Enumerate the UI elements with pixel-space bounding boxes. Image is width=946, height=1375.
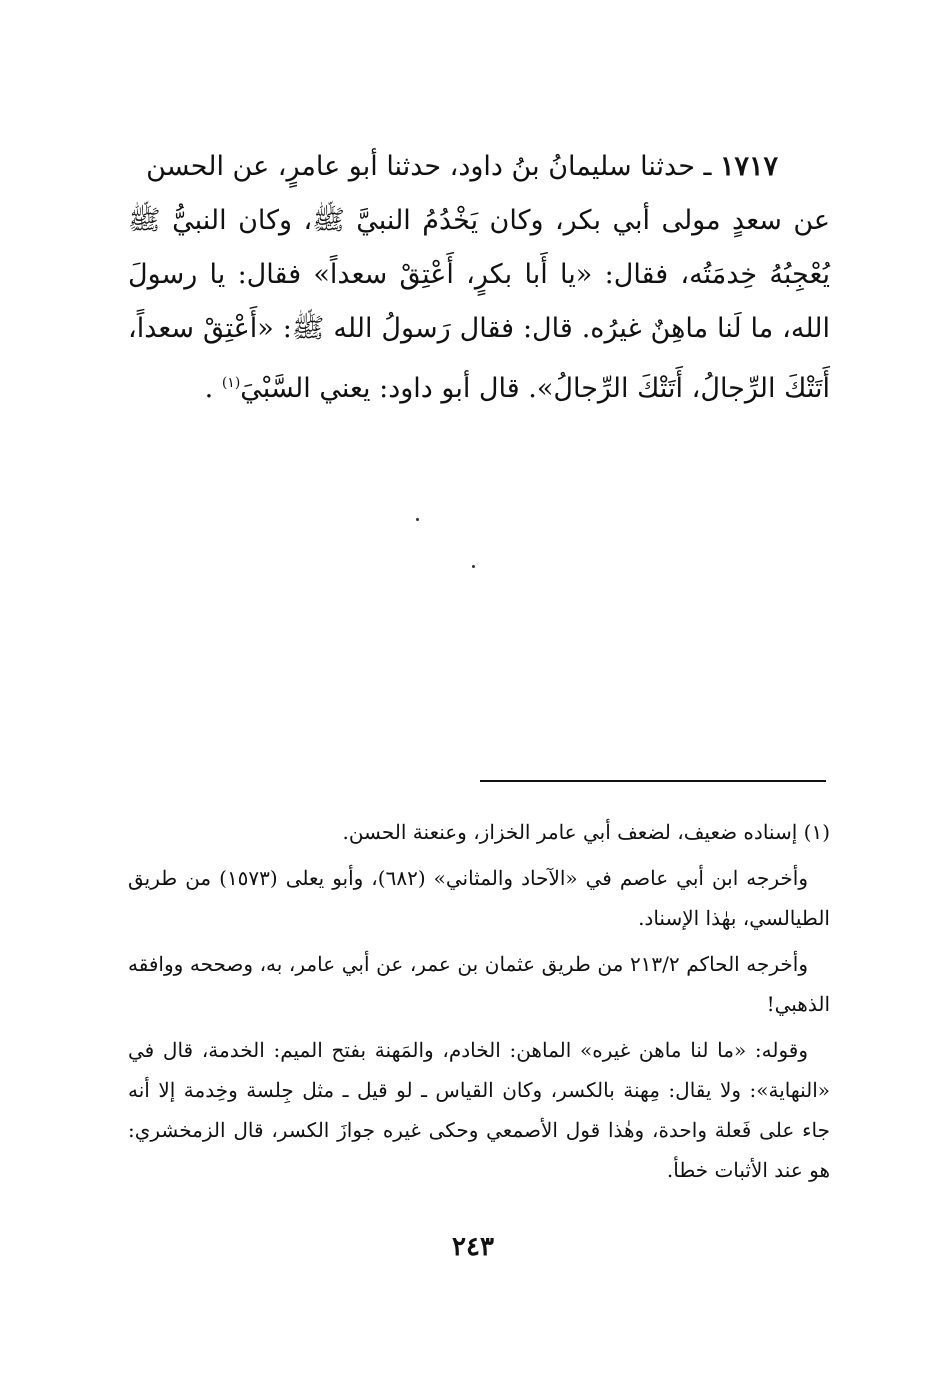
footnote-4: وقوله: «ما لنا ماهن غيره» الماهن: الخادم، والمَهنة بفتح الميم: الخدمة، قال في «النهاية»: ولا يقال: مِهنة بالكسر، وكان القياس ـ لو قيل ـ مثل جِلسة وخِدمة إلا أنه جاء على فَعلة واحدة، وهٰذا قول الأصمعي وحكى غيره جوازَ الكسر، قال الزمخشري: هو عند الأثبات خطأ. bbox=[128, 1038, 831, 1182]
page-number: ٢٤٣ bbox=[452, 1232, 494, 1262]
hadith-body-text: عن سعدٍ مولى أبي بكر، وكان يَخْدُمُ النبيَّ ﷺ، وكان النبيُّ ﷺ يُعْجِبُهُ خِدمَتُه، فقال: «يا أَبا بكرٍ، أَعْتِقْ سعداً» فقال: يا رسولَ الله، ما لَنا ماهِنٌ غيرُه. قال: فقال رَسولُ الله ﷺ: «أَعْتِقْ سعداً، أَتَتْكَ الرِّجالُ، أَتَتْكَ الرِّجالُ». قال أبو داود: يعني السَّبْيَ bbox=[128, 205, 830, 404]
footnote-3: وأخرجه الحاكم ٢١٣/٢ من طريق عثمان بن عمر، عن أبي عامر، به، وصححه ووافقه الذهبي! bbox=[128, 952, 830, 1016]
hadith-chain-start: ـ حدثنا سليمانُ بنُ داود، حدثنا أبو عامرٍ، عن الحسن bbox=[146, 151, 712, 182]
hadith-heading-line bbox=[128, 140, 830, 194]
hadith-number: ١٧١٧ bbox=[719, 151, 778, 182]
hadith-body bbox=[128, 194, 830, 416]
footnote-1: (١) إسناده ضعيف، لضعف أبي عامر الخزاز، وعنعنة الحسن. bbox=[342, 820, 830, 844]
hadith-end-mark: . bbox=[204, 373, 222, 404]
footnote-divider bbox=[480, 780, 826, 782]
footnote-2: وأخرجه ابن أبي عاصم في «الآحاد والمثاني» (٦٨٢)، وأبو يعلى (١٥٧٣) من طريق الطيالسي، بهٰذا الإسناد. bbox=[128, 866, 830, 930]
hadith-text bbox=[128, 140, 830, 416]
scan-speck bbox=[472, 565, 475, 568]
scan-speck bbox=[416, 518, 419, 521]
footnotes bbox=[128, 812, 830, 1196]
footnote-reference: (١) bbox=[221, 375, 241, 391]
